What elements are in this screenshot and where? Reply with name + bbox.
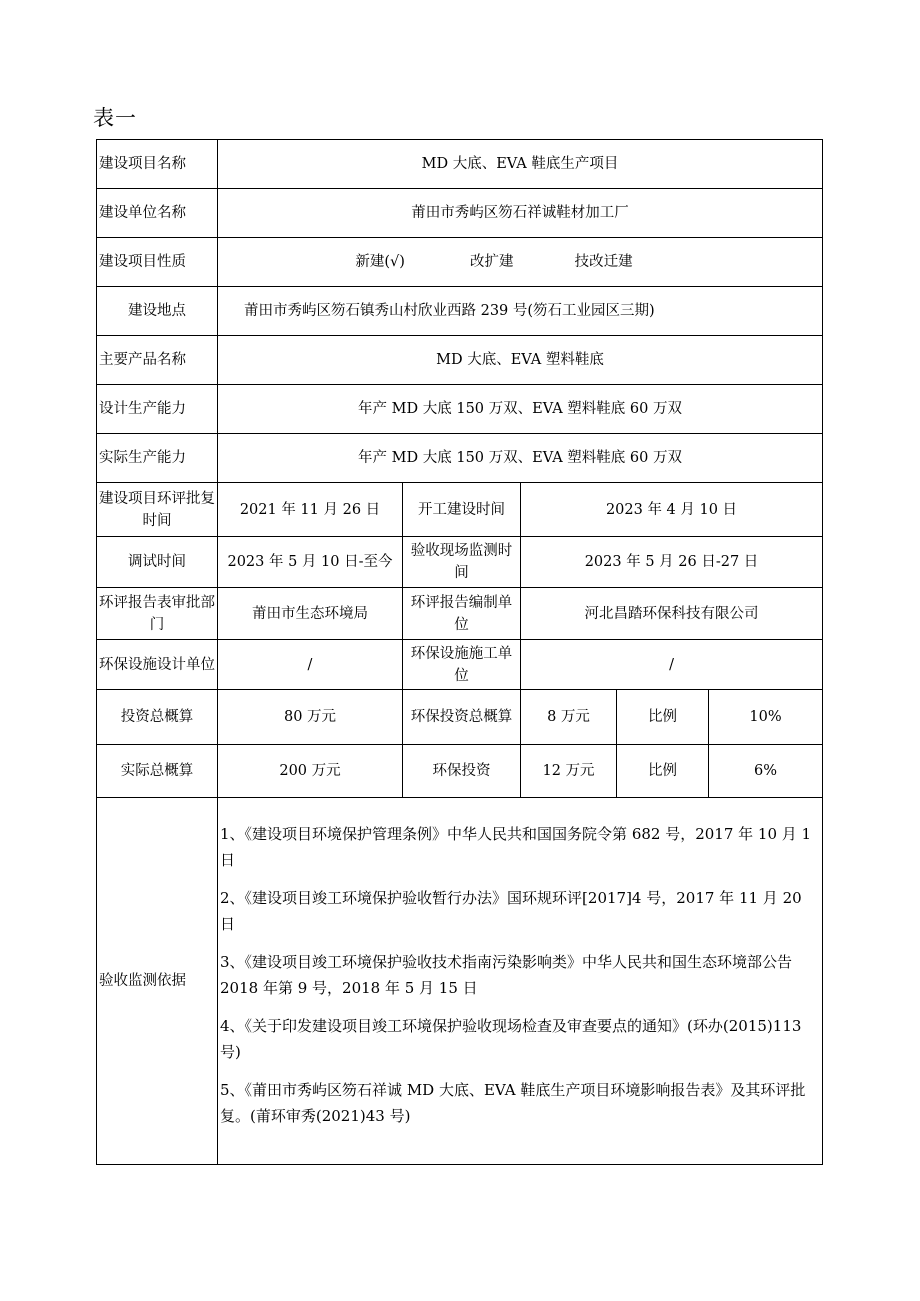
project-name-value: MD 大底、EVA 鞋底生产项目 (218, 140, 823, 189)
approval-dept-label: 环评报告表审批部门 (97, 588, 218, 640)
basis-item-3: 3、《建设项目竣工环境保护验收技术指南污染影响类》中华人民共和国生态环境部公告 2018 年第 9 号，2018 年 5 月 15 日 (220, 953, 793, 997)
location-value: 莆田市秀屿区笏石镇秀山村欣业西路 239 号(笏石工业园区三期) (218, 287, 823, 336)
env-invest-actual-label: 环保投资 (403, 745, 521, 798)
debug-time-label: 调试时间 (97, 537, 218, 588)
env-invest-actual-value: 12 万元 (521, 745, 617, 798)
row-approval-time (97, 483, 823, 537)
actual-capacity-label: 实际生产能力 (97, 434, 218, 483)
construction-time-label: 开工建设时间 (403, 483, 521, 537)
row-invest-actual (97, 745, 823, 798)
design-unit-label: 环保设施设计单位 (97, 640, 218, 690)
nature-option-new: 新建(√) (355, 254, 405, 270)
basis-item-5: 5、《莆田市秀屿区笏石祥诚 MD 大底、EVA 鞋底生产项目环境影响报告表》及其环评批复。(莆环审秀(2021)43 号) (220, 1081, 806, 1125)
nature-label: 建设项目性质 (97, 238, 218, 287)
report-unit-label: 环评报告编制单位 (403, 588, 521, 640)
build-unit-value: / (521, 640, 823, 690)
row-debug-time (97, 537, 823, 588)
row-project-name (97, 140, 823, 189)
invest-budget-value: 80 万元 (218, 690, 403, 745)
actual-ratio-label: 比例 (617, 745, 709, 798)
nature-value (218, 238, 823, 287)
env-invest-budget-label: 环保投资总概算 (403, 690, 521, 745)
nature-option-expand: 改扩建 (470, 254, 514, 270)
debug-time-value: 2023 年 5 月 10 日-至今 (218, 537, 403, 588)
actual-ratio-value: 6% (709, 745, 823, 798)
budget-ratio-value: 10% (709, 690, 823, 745)
approval-time-label: 建设项目环评批复时间 (97, 483, 218, 537)
basis-label: 验收监测依据 (97, 798, 218, 1165)
invest-actual-value: 200 万元 (218, 745, 403, 798)
env-invest-budget-value: 8 万元 (521, 690, 617, 745)
monitor-time-label: 验收现场监测时间 (403, 537, 521, 588)
approval-time-value: 2021 年 11 月 26 日 (218, 483, 403, 537)
design-unit-value: / (218, 640, 403, 690)
location-label: 建设地点 (97, 287, 218, 336)
nature-option-relocate: 技改迁建 (574, 254, 633, 270)
row-location (97, 287, 823, 336)
build-unit-label: 环保设施施工单位 (403, 640, 521, 690)
project-name-label: 建设项目名称 (97, 140, 218, 189)
basis-item-4: 4、《关于印发建设项目竣工环境保护验收现场检查及审查要点的通知》(环办(2015)113 号) (220, 1017, 802, 1061)
row-product (97, 336, 823, 385)
row-invest-budget (97, 690, 823, 745)
basis-item-1: 1、《建设项目环境保护管理条例》中华人民共和国国务院令第 682 号，2017 年 10 月 1 日 (220, 825, 812, 869)
invest-budget-label: 投资总概算 (97, 690, 218, 745)
monitor-time-value: 2023 年 5 月 26 日-27 日 (521, 537, 823, 588)
unit-name-label: 建设单位名称 (97, 189, 218, 238)
page-title: 表一 (93, 106, 137, 130)
project-info-table (96, 139, 823, 1165)
report-unit-value: 河北昌踏环保科技有限公司 (521, 588, 823, 640)
invest-actual-label: 实际总概算 (97, 745, 218, 798)
row-design-capacity (97, 385, 823, 434)
design-capacity-label: 设计生产能力 (97, 385, 218, 434)
design-capacity-value: 年产 MD 大底 150 万双、EVA 塑料鞋底 60 万双 (218, 385, 823, 434)
basis-list (218, 798, 823, 1165)
actual-capacity-value: 年产 MD 大底 150 万双、EVA 塑料鞋底 60 万双 (218, 434, 823, 483)
construction-time-value: 2023 年 4 月 10 日 (521, 483, 823, 537)
budget-ratio-label: 比例 (617, 690, 709, 745)
product-label: 主要产品名称 (97, 336, 218, 385)
row-approval-dept (97, 588, 823, 640)
unit-name-value: 莆田市秀屿区笏石祥诚鞋材加工厂 (218, 189, 823, 238)
approval-dept-value: 莆田市生态环境局 (218, 588, 403, 640)
row-actual-capacity (97, 434, 823, 483)
row-nature (97, 238, 823, 287)
row-design-unit (97, 640, 823, 690)
basis-item-2: 2、《建设项目竣工环境保护验收暂行办法》国环规环评[2017]4 号，2017 年 11 月 20 日 (220, 889, 802, 933)
row-basis (97, 798, 823, 1165)
row-unit-name (97, 189, 823, 238)
product-value: MD 大底、EVA 塑料鞋底 (218, 336, 823, 385)
